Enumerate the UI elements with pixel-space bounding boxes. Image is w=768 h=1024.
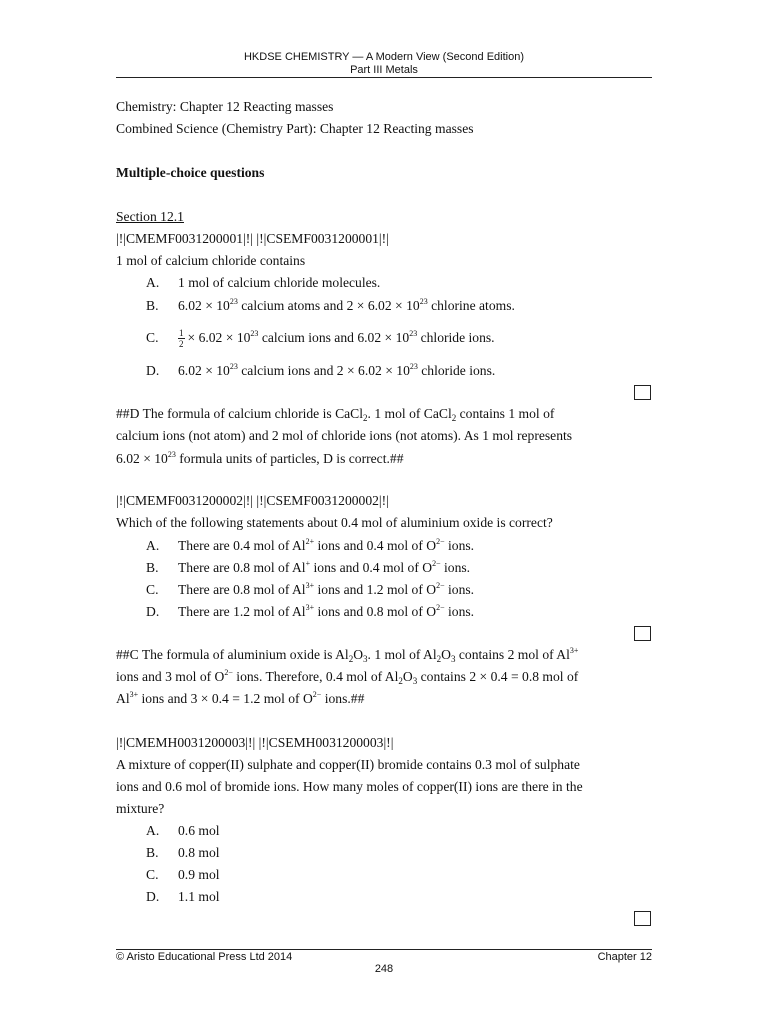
q3-code: |!|CMEMH0031200003|!| |!|CSEMH0031200003|!| [116, 735, 394, 750]
footer-rule [116, 949, 652, 950]
q3-answer-box[interactable] [634, 911, 651, 926]
q1-answer-line-2: calcium ions (not atom) and 2 mol of chloride ions (not atoms). As 1 mol represents [116, 428, 573, 443]
q3-option-c: C. 0.9 mol [146, 867, 220, 882]
q1-option-b: B. $6.02 \times 10^{23}$ calcium atoms and $2 \times 6.02 \times 10^{23}$ chlorine atoms. [146, 297, 515, 313]
q2-option-b: B. There are 0.8 mol of Al+ ions and 0.4 mol of $O^{2-}$ ions. [146, 559, 471, 575]
q3-option-d: D. 1.1 mol [146, 889, 220, 904]
page-number: 248 [374, 963, 394, 975]
q1-stem: 1 mol of calcium chloride contains [116, 253, 306, 268]
q3-stem-line-3: mixture? [116, 801, 165, 816]
q2-option-a: A. There are 0.4 mol of $Al^{2+}$ ions and 0.4 mol of $O^{2-}$ ions. [146, 537, 475, 553]
q3-stem-line-2: ions and 0.6 mol of bromide ions. How many moles of copper(II) ions are there in the [116, 779, 583, 794]
q2-code: |!|CMEMF0031200002|!| |!|CSEMF0031200002|!| [116, 493, 389, 508]
q2-stem: Which of the following statements about 0.4 mol of aluminium oxide is correct? [116, 515, 553, 530]
q3-option-b: B. 0.8 mol [146, 845, 220, 860]
chapter-line-chemistry: Chemistry: Chapter 12 Reacting masses [116, 99, 334, 114]
q1-answer-line-1: ##D The formula of calcium chloride is CaCl$_2$. 1 mol of CaCl$_2$ contains 1 mol of [116, 406, 555, 423]
header-rule [116, 77, 652, 78]
footer-chapter: Chapter 12 [597, 951, 652, 963]
q1-option-d: D. $6.02 \times 10^{23}$ calcium ions and $2 \times 6.02 \times 10^{23}$ chloride ions. [146, 362, 496, 378]
q2-option-d: D. There are 1.2 mol of $Al^{3+}$ ions and 0.8 mol of $O^{2-}$ ions. [146, 603, 475, 619]
fraction-one-half: $\frac{1}{2}$ [179, 328, 184, 350]
q1-answer-line-3: $6.02 \times 10^{23}$ formula units of particles, D is correct.## [116, 450, 404, 466]
q2-answer-line-1: ##C The formula of aluminium oxide is $Al_2O_3$. 1 mol of $Al_2O_3$ contains 2 mol of $Al^{3+}$ [116, 646, 579, 664]
q2-answer-box[interactable] [634, 626, 651, 641]
q1-code: |!|CMEMF0031200001|!| |!|CSEMF0031200001|!| [116, 231, 389, 246]
q2-answer-line-2: ions and 3 mol of $O^{2-}$ ions. Therefore, 0.4 mol of $Al_2O_3$ contains 2 × 0.4 = 0.8 mol of [116, 668, 579, 686]
q2-answer-line-3: $Al^{3+}$ ions and 3 × 0.4 = 1.2 mol of $O^{2-}$ ions.## [116, 690, 365, 706]
q3-option-a: A. 0.6 mol [146, 823, 220, 838]
q1-option-a: A. 1 mol of calcium chloride molecules. [146, 275, 381, 290]
q1-option-c: C. $\frac{1}{2}$ × $6.02 \times 10^{23}$ calcium ions and $6.02 \times 10^{23}$ chloride ions. [146, 328, 495, 350]
section-title: Section 12.1 [116, 209, 184, 224]
running-header-title: HKDSE CHEMISTRY — A Modern View (Second Edition) [243, 51, 524, 63]
chapter-line-combined-science: Combined Science (Chemistry Part): Chapter 12 Reacting masses [116, 121, 474, 136]
q1-answer-box[interactable] [634, 385, 651, 400]
q3-stem-line-1: A mixture of copper(II) sulphate and copper(II) bromide contains 0.3 mol of sulphate [116, 757, 580, 772]
footer-copyright: © Aristo Educational Press Ltd 2014 [116, 951, 293, 963]
section-heading: Multiple-choice questions [116, 165, 265, 180]
running-header-subtitle: Part III Metals [350, 64, 418, 76]
q2-option-c: C. There are 0.8 mol of $Al^{3+}$ ions and 1.2 mol of $O^{2-}$ ions. [146, 581, 475, 597]
